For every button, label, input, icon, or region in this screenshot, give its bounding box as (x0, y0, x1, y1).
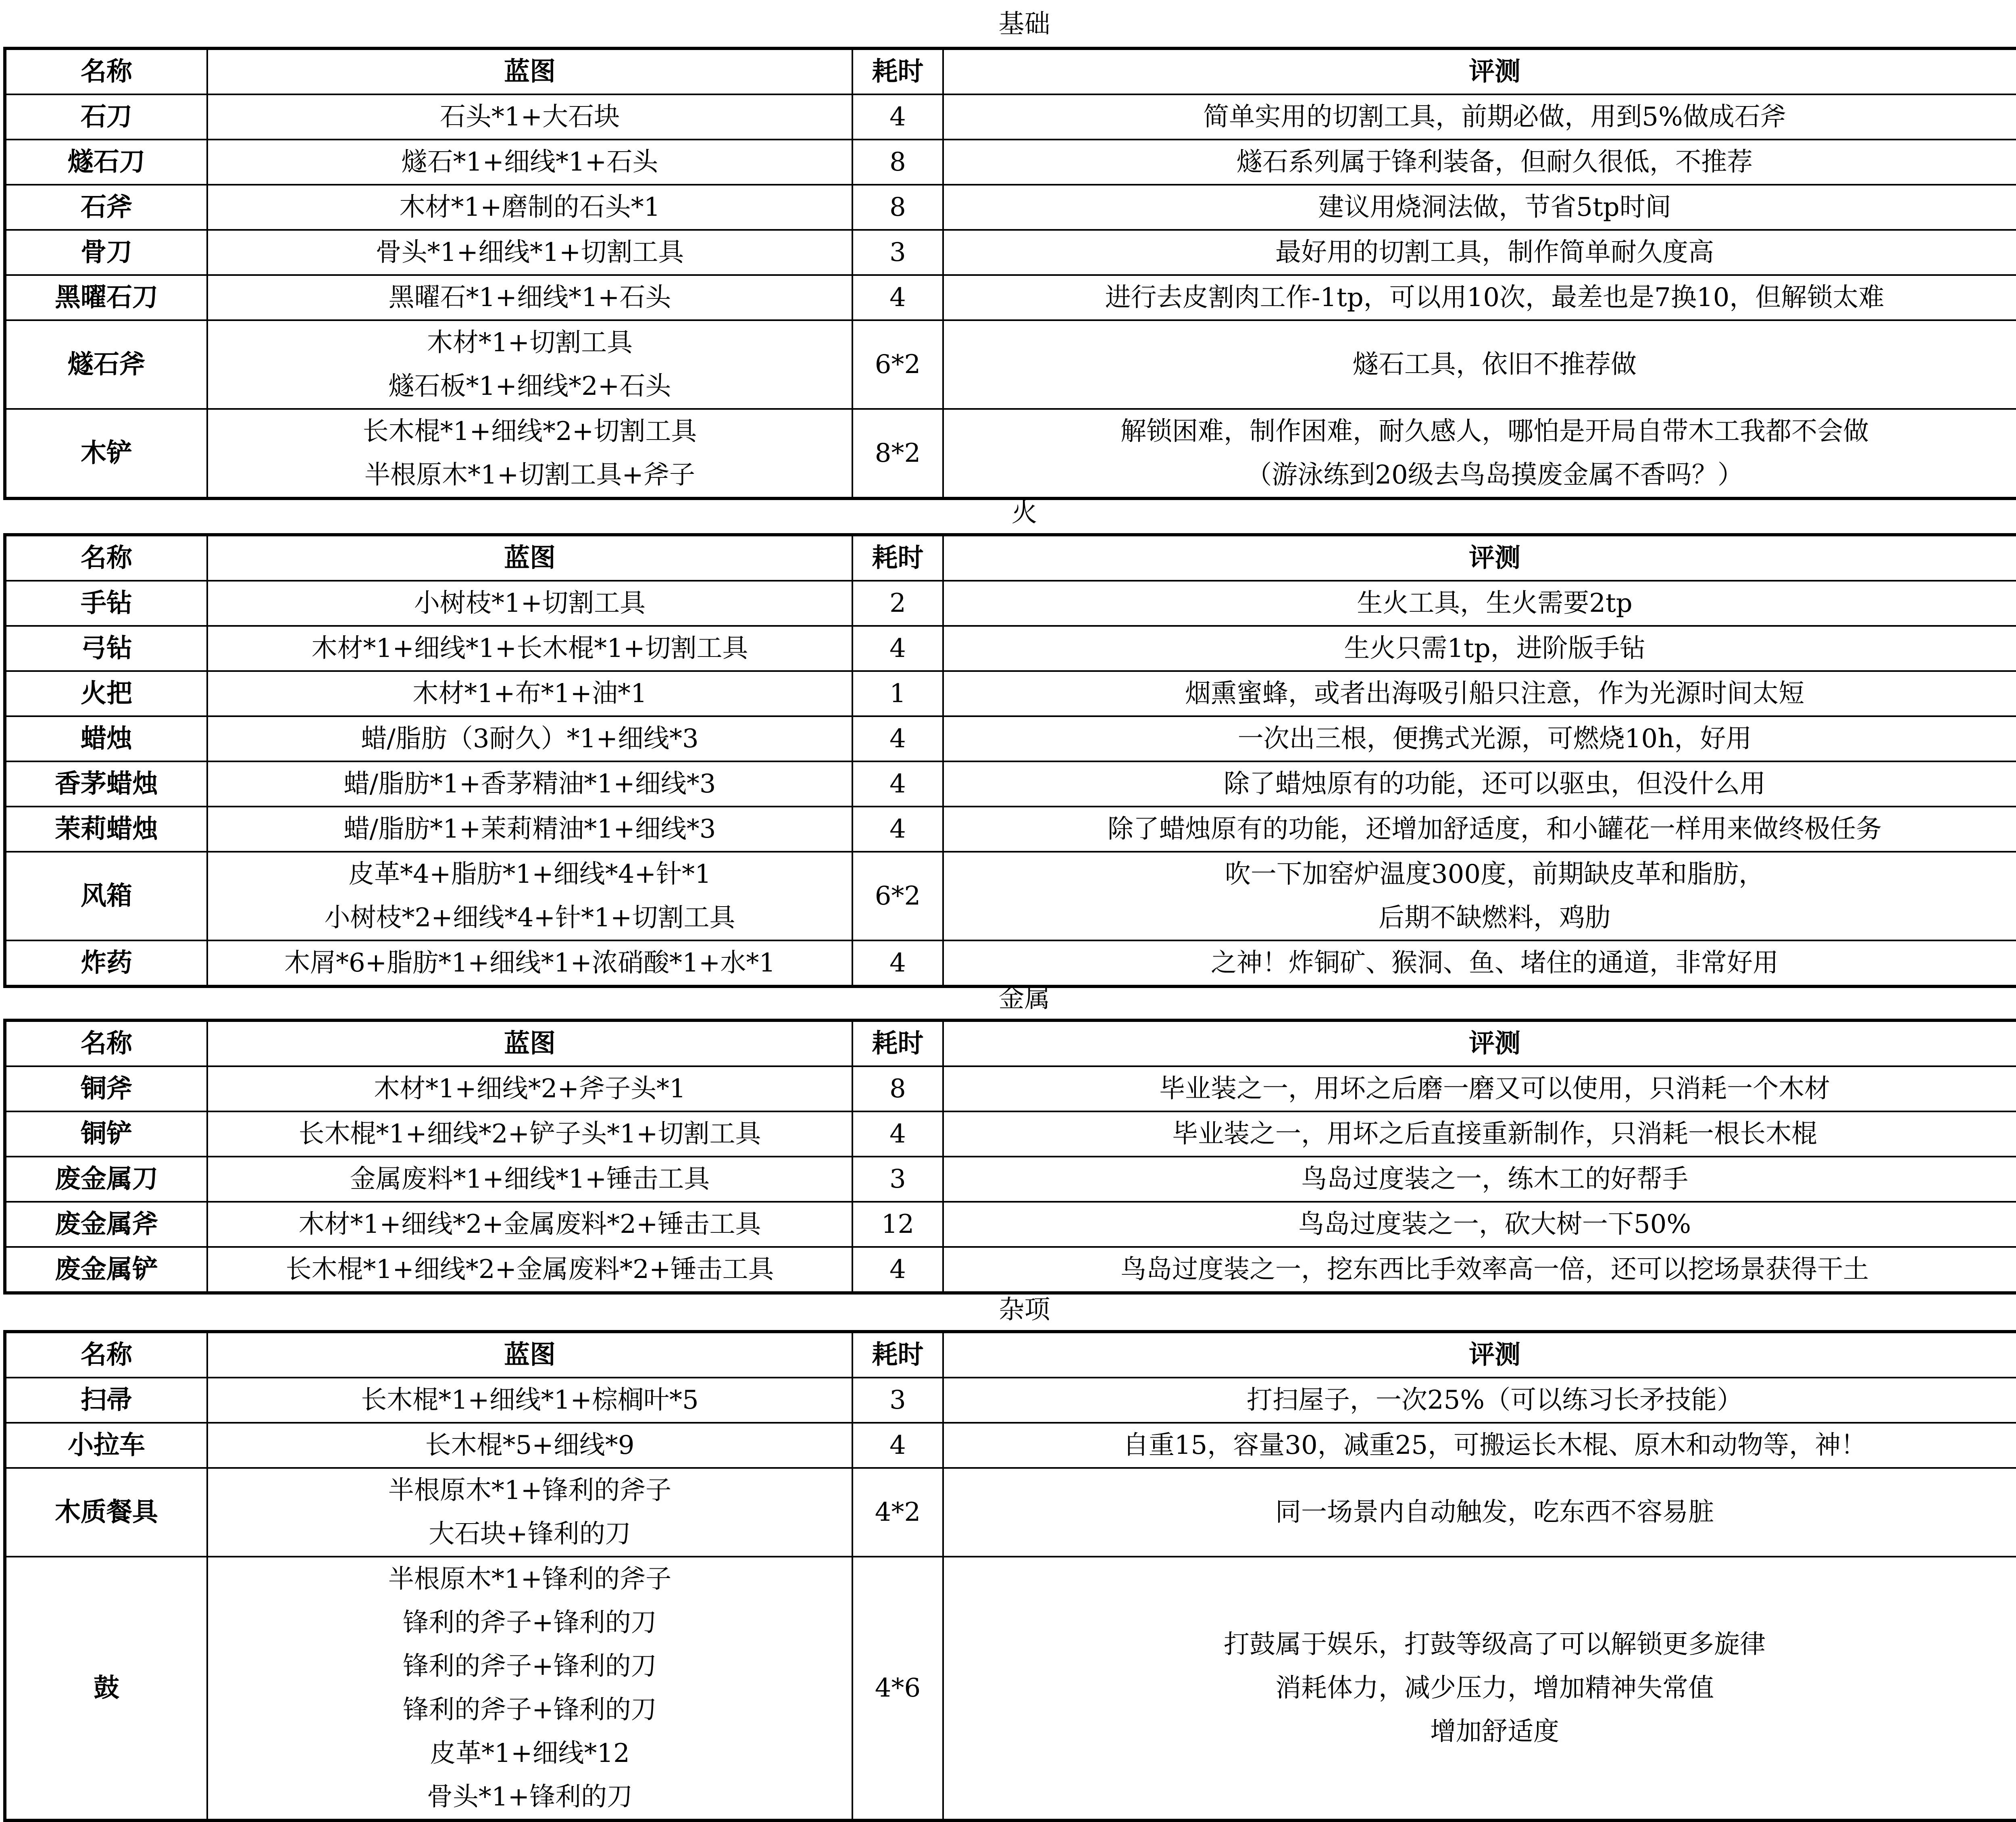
review-line: 吹一下加窑炉温度300度，前期缺皮革和脂肪， (1225, 859, 1765, 889)
header-review: 评测 (943, 1020, 2016, 1066)
item-name: 扫帚 (5, 1378, 207, 1423)
item-name: 燧石斧 (5, 320, 207, 409)
item-review: 进行去皮割肉工作-1tp，可以用10次，最差也是7换10，但解锁太难 (943, 275, 2016, 320)
item-time: 3 (852, 1157, 943, 1202)
item-blueprint: 长木棍*5+细线*9 (207, 1423, 852, 1468)
item-time: 3 (852, 230, 943, 275)
item-name: 炸药 (5, 940, 207, 986)
item-review: 鸟岛过度装之一，练木工的好帮手 (943, 1157, 2016, 1202)
item-time: 4 (852, 1247, 943, 1293)
item-time: 8 (852, 140, 943, 185)
table-row (5, 807, 2016, 852)
review-line: 消耗体力，减少压力，增加精神失常值 (1275, 1673, 1714, 1703)
item-review: 生火只需1tp，进阶版手钻 (943, 626, 2016, 671)
header-blueprint: 蓝图 (207, 1332, 852, 1378)
header-review: 评测 (943, 48, 2016, 94)
item-time: 4 (852, 626, 943, 671)
blueprint-line: 皮革*4+脂肪*1+细线*4+针*1 (348, 859, 711, 889)
table-row (5, 275, 2016, 320)
table-row (5, 230, 2016, 275)
item-blueprint: 小树枝*1+切割工具 (207, 581, 852, 626)
header-time: 耗时 (852, 48, 943, 94)
blueprint-line: 皮革*1+细线*12 (430, 1739, 630, 1768)
header-blueprint: 蓝图 (207, 1020, 852, 1066)
section-title-metal: 金属 (998, 984, 1050, 1013)
item-review: 建议用烧洞法做，节省5tp时间 (943, 185, 2016, 230)
blueprint-line: 大石块+锋利的刀 (429, 1519, 631, 1549)
header-review: 评测 (943, 1332, 2016, 1378)
table-row (5, 409, 2016, 498)
item-time: 4 (852, 275, 943, 320)
item-name: 石斧 (5, 185, 207, 230)
item-name: 鼓 (5, 1557, 207, 1820)
item-review (943, 409, 2016, 498)
item-review: 鸟岛过度装之一，挖东西比手效率高一倍，还可以挖场景获得干土 (943, 1247, 2016, 1293)
item-blueprint: 木材*1+细线*2+斧子头*1 (207, 1066, 852, 1111)
header-time: 耗时 (852, 1332, 943, 1378)
item-blueprint (207, 320, 852, 409)
item-review: 除了蜡烛原有的功能，还增加舒适度，和小罐花一样用来做终极任务 (943, 807, 2016, 852)
item-review: 鸟岛过度装之一，砍大树一下50% (943, 1202, 2016, 1247)
item-name: 黑曜石刀 (5, 275, 207, 320)
item-name: 骨刀 (5, 230, 207, 275)
table-row (5, 852, 2016, 940)
review-line: 后期不缺燃料，鸡肋 (1379, 903, 1611, 933)
item-blueprint (207, 409, 852, 498)
item-time: 8*2 (852, 409, 943, 498)
blueprint-line: 燧石板*1+细线*2+石头 (388, 371, 671, 401)
item-name: 茉莉蜡烛 (5, 807, 207, 852)
item-time: 3 (852, 1378, 943, 1423)
table-row (5, 1468, 2016, 1557)
item-time: 2 (852, 581, 943, 626)
review-line: 打鼓属于娱乐，打鼓等级高了可以解锁更多旋律 (1224, 1630, 1766, 1659)
item-name: 蜡烛 (5, 716, 207, 761)
item-review: 毕业装之一，用坏之后磨一磨又可以使用，只消耗一个木材 (943, 1066, 2016, 1111)
table-row (5, 716, 2016, 761)
item-time: 4 (852, 761, 943, 807)
item-review: 简单实用的切割工具，前期必做，用到5%做成石斧 (943, 94, 2016, 140)
item-time: 6*2 (852, 852, 943, 940)
table-row (5, 140, 2016, 185)
blueprint-line: 小树枝*2+细线*4+针*1+切割工具 (324, 903, 735, 933)
item-blueprint (207, 852, 852, 940)
item-blueprint: 金属废料*1+细线*1+锤击工具 (207, 1157, 852, 1202)
table-row (5, 671, 2016, 716)
header-name: 名称 (5, 1332, 207, 1378)
item-time: 1 (852, 671, 943, 716)
item-time: 8 (852, 185, 943, 230)
table-metal (3, 1019, 2016, 1295)
section-title-fire: 火 (1011, 498, 1037, 528)
item-review (943, 1557, 2016, 1820)
table-row (5, 1247, 2016, 1293)
table-row (5, 320, 2016, 409)
item-review: 一次出三根，便携式光源，可燃烧10h，好用 (943, 716, 2016, 761)
item-review: 烟熏蜜蜂，或者出海吸引船只注意，作为光源时间太短 (943, 671, 2016, 716)
table-row (5, 626, 2016, 671)
table-row (5, 1378, 2016, 1423)
table-row (5, 1202, 2016, 1247)
item-blueprint: 长木棍*1+细线*2+金属废料*2+锤击工具 (207, 1247, 852, 1293)
item-time: 6*2 (852, 320, 943, 409)
item-time: 12 (852, 1202, 943, 1247)
item-review: 除了蜡烛原有的功能，还可以驱虫，但没什么用 (943, 761, 2016, 807)
item-blueprint: 长木棍*1+细线*2+铲子头*1+切割工具 (207, 1111, 852, 1157)
review-line: 增加舒适度 (1430, 1717, 1559, 1747)
section-title-basic: 基础 (998, 9, 1050, 39)
item-blueprint: 蜡/脂肪*1+茉莉精油*1+细线*3 (207, 807, 852, 852)
header-blueprint: 蓝图 (207, 535, 852, 581)
item-review: 燧石系列属于锋利装备，但耐久很低，不推荐 (943, 140, 2016, 185)
item-blueprint (207, 1557, 852, 1820)
item-time: 4*2 (852, 1468, 943, 1557)
table-header-row (5, 1020, 2016, 1066)
item-review: 最好用的切割工具，制作简单耐久度高 (943, 230, 2016, 275)
table-row (5, 1423, 2016, 1468)
blueprint-line: 锋利的斧子+锋利的刀 (403, 1695, 657, 1725)
item-blueprint: 木屑*6+脂肪*1+细线*1+浓硝酸*1+水*1 (207, 940, 852, 986)
item-name: 废金属刀 (5, 1157, 207, 1202)
item-blueprint: 石头*1+大石块 (207, 94, 852, 140)
table-row (5, 1111, 2016, 1157)
item-blueprint: 蜡/脂肪*1+香茅精油*1+细线*3 (207, 761, 852, 807)
header-name: 名称 (5, 48, 207, 94)
header-review: 评测 (943, 535, 2016, 581)
item-name: 弓钻 (5, 626, 207, 671)
item-review: 毕业装之一，用坏之后直接重新制作，只消耗一根长木棍 (943, 1111, 2016, 1157)
table-row (5, 761, 2016, 807)
item-blueprint: 黑曜石*1+细线*1+石头 (207, 275, 852, 320)
item-name: 香茅蜡烛 (5, 761, 207, 807)
table-row (5, 581, 2016, 626)
blueprint-line: 半根原木*1+锋利的斧子 (388, 1564, 672, 1594)
header-name: 名称 (5, 535, 207, 581)
item-review: 之神！炸铜矿、猴洞、鱼、堵住的通道，非常好用 (943, 940, 2016, 986)
item-time: 8 (852, 1066, 943, 1111)
item-name: 石刀 (5, 94, 207, 140)
item-name: 小拉车 (5, 1423, 207, 1468)
item-blueprint: 蜡/脂肪（3耐久）*1+细线*3 (207, 716, 852, 761)
blueprint-line: 半根原木*1+锋利的斧子 (388, 1476, 672, 1505)
item-blueprint: 长木棍*1+细线*1+棕榈叶*5 (207, 1378, 852, 1423)
item-time: 4 (852, 1423, 943, 1468)
review-line: （游泳练到20级去鸟岛摸废金属不香吗？） (1246, 460, 1743, 490)
header-name: 名称 (5, 1020, 207, 1066)
item-time: 4 (852, 807, 943, 852)
blueprint-line: 锋利的斧子+锋利的刀 (403, 1608, 657, 1638)
item-time: 4 (852, 94, 943, 140)
item-name: 手钻 (5, 581, 207, 626)
item-review: 打扫屋子，一次25%（可以练习长矛技能） (943, 1378, 2016, 1423)
header-time: 耗时 (852, 1020, 943, 1066)
item-name: 木铲 (5, 409, 207, 498)
item-name: 火把 (5, 671, 207, 716)
blueprint-line: 木材*1+切割工具 (427, 328, 633, 358)
table-fire (3, 533, 2016, 988)
item-time: 4 (852, 716, 943, 761)
item-name: 风箱 (5, 852, 207, 940)
blueprint-line: 骨头*1+锋利的刀 (427, 1782, 633, 1812)
table-row (5, 1066, 2016, 1111)
item-time: 4*6 (852, 1557, 943, 1820)
table-header-row (5, 535, 2016, 581)
item-blueprint: 木材*1+磨制的石头*1 (207, 185, 852, 230)
item-review (943, 852, 2016, 940)
item-review: 燧石工具，依旧不推荐做 (943, 320, 2016, 409)
table-row (5, 94, 2016, 140)
item-blueprint: 木材*1+细线*1+长木棍*1+切割工具 (207, 626, 852, 671)
table-basic (3, 47, 2016, 500)
item-review: 生火工具，生火需要2tp (943, 581, 2016, 626)
header-blueprint: 蓝图 (207, 48, 852, 94)
table-row (5, 185, 2016, 230)
header-time: 耗时 (852, 535, 943, 581)
item-blueprint: 木材*1+布*1+油*1 (207, 671, 852, 716)
item-time: 4 (852, 1111, 943, 1157)
item-name: 木质餐具 (5, 1468, 207, 1557)
item-blueprint (207, 1468, 852, 1557)
item-time: 4 (852, 940, 943, 986)
item-name: 燧石刀 (5, 140, 207, 185)
item-blueprint: 骨头*1+细线*1+切割工具 (207, 230, 852, 275)
item-name: 废金属铲 (5, 1247, 207, 1293)
item-blueprint: 燧石*1+细线*1+石头 (207, 140, 852, 185)
item-name: 废金属斧 (5, 1202, 207, 1247)
section-title-misc: 杂项 (998, 1295, 1050, 1325)
table-row (5, 1557, 2016, 1820)
item-name: 铜铲 (5, 1111, 207, 1157)
blueprint-line: 长木棍*1+细线*2+切割工具 (362, 417, 697, 446)
blueprint-line: 半根原木*1+切割工具+斧子 (364, 460, 695, 490)
table-misc (3, 1330, 2016, 1822)
review-line: 解锁困难，制作困难，耐久感人，哪怕是开局自带木工我都不会做 (1120, 417, 1869, 446)
item-review: 自重15，容量30，减重25，可搬运长木棍、原木和动物等，神！ (943, 1423, 2016, 1468)
item-review: 同一场景内自动触发，吃东西不容易脏 (943, 1468, 2016, 1557)
table-row (5, 1157, 2016, 1202)
item-blueprint: 木材*1+细线*2+金属废料*2+锤击工具 (207, 1202, 852, 1247)
item-name: 铜斧 (5, 1066, 207, 1111)
table-header-row (5, 1332, 2016, 1378)
table-header-row (5, 48, 2016, 94)
blueprint-line: 锋利的斧子+锋利的刀 (403, 1651, 657, 1681)
